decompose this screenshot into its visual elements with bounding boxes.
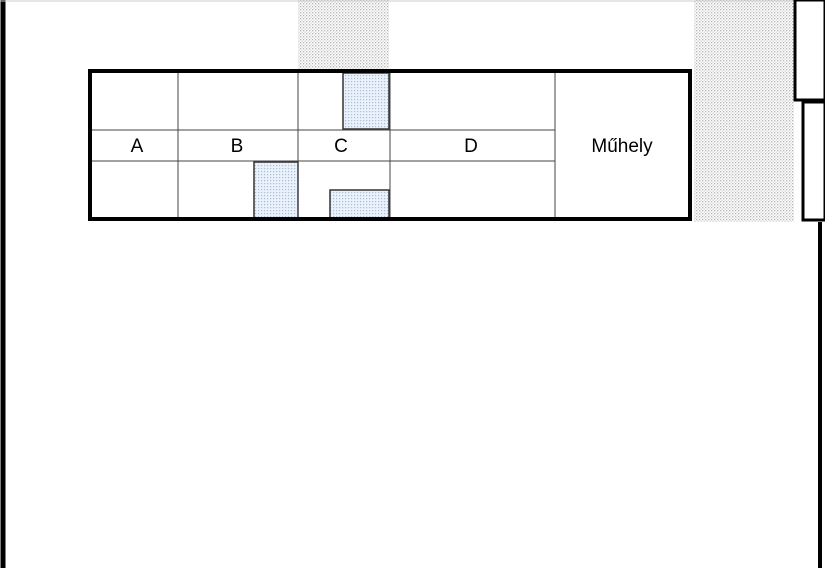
corridor-right [694,0,794,222]
right-wall-segment-lower [803,102,825,220]
right-wall-segment-upper [795,0,825,100]
fixture-c-bottom [330,190,389,219]
corridor-top [298,0,389,70]
room-label-workshop: Műhely [591,136,653,157]
fixture-c-top [343,73,389,129]
room-label-d: D [464,136,478,157]
room-label-b: B [230,136,244,157]
room-label-c: C [334,136,348,157]
room-label-a: A [130,136,144,157]
fixture-b-bottom [254,162,298,218]
partition-lines [90,71,555,219]
